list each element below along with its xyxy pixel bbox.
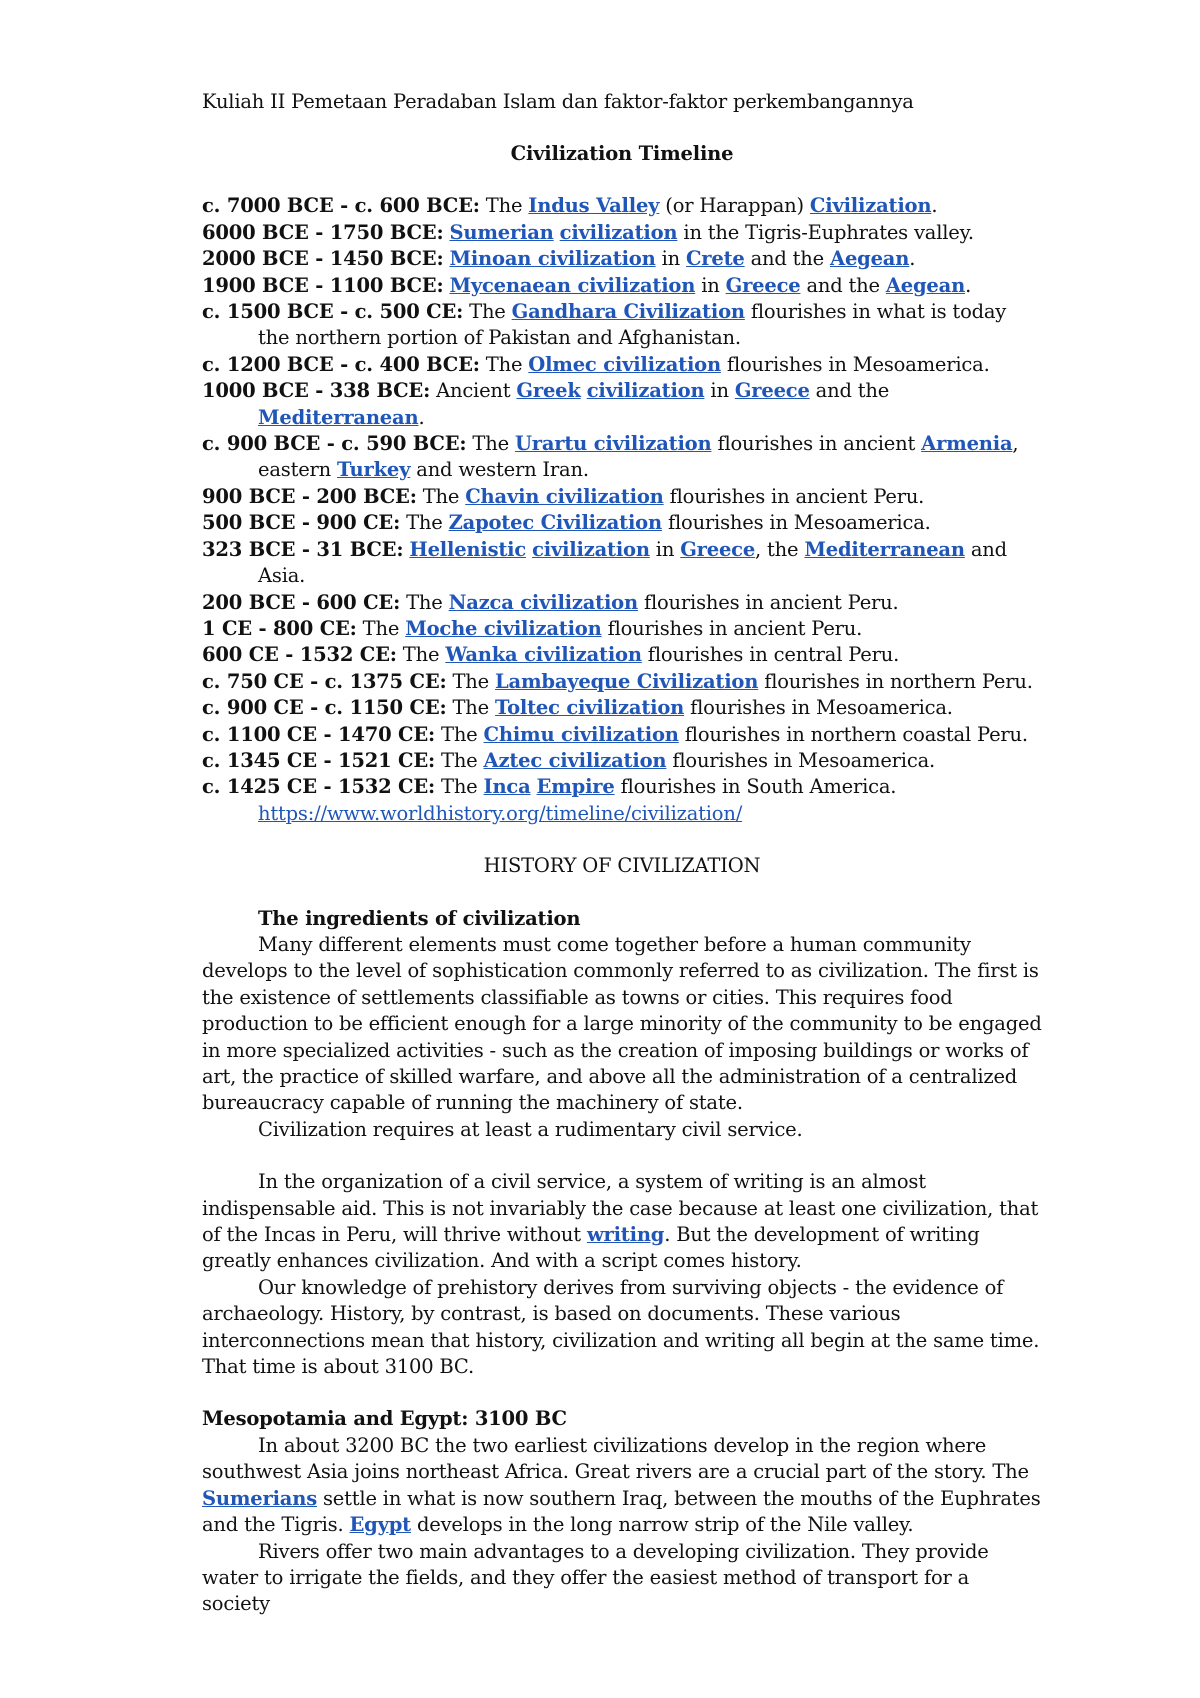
hyperlink[interactable]: Aegean	[885, 273, 966, 297]
hyperlink[interactable]: Toltec civilization	[495, 696, 685, 720]
mesopotamia-paragraph-1	[202, 1433, 1042, 1539]
mesopotamia-paragraph-2: Rivers offer two main advantages to a developing civilization. They provide water to irrigate the fields, and they offer the easiest method of transport for a society	[202, 1539, 989, 1616]
ingredients-paragraph-2: Civilization requires at least a rudimentary civil service.	[258, 1117, 803, 1141]
text-run: flourishes in what is today the northern portion of Pakistan and Afghanistan.	[258, 300, 1007, 350]
text-run: settle in what is now southern Iraq, between the mouths of the Euphrates and the Tigris.	[202, 1486, 1041, 1537]
timeline-list	[202, 193, 1042, 800]
text-run: flourishes in Mesoamerica.	[661, 511, 931, 535]
hyperlink[interactable]: civilization	[586, 379, 705, 403]
timeline-entry	[202, 722, 1042, 748]
timeline-entry	[202, 484, 1042, 510]
text-run: and western Iran.	[410, 458, 589, 482]
entry-date-range: c. 750 CE - c. 1375 CE:	[202, 669, 447, 693]
text-run: The	[356, 616, 406, 640]
hyperlink[interactable]: Mediterranean	[804, 537, 965, 561]
text-run: The	[466, 432, 515, 456]
entry-date-range: 1900 BCE - 1100 BCE:	[202, 273, 444, 297]
text-run: .	[909, 247, 916, 271]
text-run: The	[479, 194, 529, 218]
hyperlink[interactable]: Nazca civilization	[448, 590, 638, 614]
hyperlink[interactable]: Inca	[483, 775, 531, 799]
hyperlink[interactable]: Greek	[516, 379, 581, 403]
timeline-entry	[202, 352, 1042, 378]
timeline-entry	[202, 669, 1042, 695]
text-run: The	[479, 352, 529, 376]
text-run: and the	[800, 273, 886, 297]
text-run: develops in the long narrow strip of the Nile valley.	[410, 1513, 914, 1537]
timeline-entry	[202, 774, 1042, 800]
hyperlink[interactable]: Aztec civilization	[483, 748, 667, 772]
ingredients-paragraph-1: Many different elements must come together before a human community develops to the level of sophistication commonly referred to as civilization. The first is the existence of settlements classifiable as towns or cities. This requires food production to be efficient enough for a large minority of the community to be engaged in more specialized activities - such as the creation of imposing buildings or works of art, the practice of skilled warfare, and above all the administration of a centralized bureaucracy capable of running the machinery of state.	[202, 932, 1042, 1115]
text-run: The	[435, 748, 484, 772]
writing-paragraph-1	[202, 1169, 1042, 1275]
text-run: flourishes in central Peru.	[641, 643, 900, 667]
history-title: HISTORY OF CIVILIZATION	[483, 854, 761, 878]
text-run: flourishes in Mesoamerica.	[666, 748, 935, 772]
spacer	[202, 1380, 1042, 1406]
entry-date-range: 1 CE - 800 CE:	[202, 616, 357, 640]
text-run: The	[435, 775, 484, 799]
writing-paragraph-2: Our knowledge of prehistory derives from surviving objects - the evidence of archaeology. History, by contrast, is based on documents. These various interconnections mean that history, civilization and writing all begin at the same time. That time is about 3100 BC.	[202, 1275, 1040, 1379]
hyperlink[interactable]: Moche civilization	[405, 616, 602, 640]
entry-date-range: c. 7000 BCE - c. 600 BCE:	[202, 194, 480, 218]
hyperlink[interactable]: Mycenaean civilization	[449, 273, 696, 297]
text-run: The	[446, 669, 496, 693]
hyperlink[interactable]: Turkey	[337, 458, 411, 482]
text-run: The	[463, 300, 512, 324]
timeline-entry	[202, 378, 1042, 431]
entry-date-range: c. 900 BCE - c. 590 BCE:	[202, 432, 467, 456]
text-run: The	[446, 696, 496, 720]
hyperlink[interactable]: civilization	[559, 220, 678, 244]
text-run: (or Harappan)	[659, 194, 810, 218]
hyperlink[interactable]: Sumerian	[449, 220, 554, 244]
hyperlink[interactable]: Zapotec Civilization	[448, 511, 662, 535]
hyperlink[interactable]: Greece	[725, 273, 801, 297]
entry-date-range: 323 BCE - 31 BCE:	[202, 537, 404, 561]
text-run: flourishes in Mesoamerica.	[720, 352, 990, 376]
document-header: Kuliah II Pemetaan Peradaban Islam dan faktor-faktor perkembangannya	[202, 90, 914, 113]
hyperlink[interactable]: Greece	[734, 379, 810, 403]
source-url-line	[202, 801, 1042, 827]
text-run: in	[695, 273, 726, 297]
hyperlink[interactable]: Hellenistic	[409, 537, 527, 561]
text-run: , the	[755, 537, 805, 561]
text-run: and Asia.	[258, 537, 1007, 588]
text-run: In the organization of a civil service, a system of writing is an almost indispensable aid. This is not invariably the case because at least one civilization, that of the Incas in Peru, will thrive without	[202, 1170, 1039, 1247]
timeline-entry	[202, 273, 1042, 299]
hyperlink[interactable]: Gandhara Civilization	[511, 300, 745, 324]
text-run: in	[655, 247, 686, 271]
document-body	[202, 89, 1042, 1618]
timeline-entry	[202, 748, 1042, 774]
text-run: flourishes in South America.	[614, 775, 897, 799]
timeline-entry	[202, 537, 1042, 590]
source-url-link[interactable]: https://www.worldhistory.org/timeline/civilization/	[258, 801, 743, 825]
text-run: The	[435, 722, 484, 746]
entry-date-range: 600 CE - 1532 CE:	[202, 643, 397, 667]
timeline-title: Civilization Timeline	[510, 142, 734, 165]
hyperlink[interactable]: Minoan civilization	[449, 247, 656, 271]
entry-date-range: 500 BCE - 900 CE:	[202, 511, 401, 535]
text-run: in the Tigris-Euphrates valley.	[677, 220, 974, 244]
text-run: . But the development of writing greatly enhances civilization. And with a script comes history.	[202, 1223, 980, 1273]
text-run: .	[418, 405, 425, 429]
hyperlink[interactable]: Aegean	[830, 247, 910, 271]
entry-date-range: c. 1100 CE - 1470 CE:	[202, 722, 436, 746]
timeline-entry	[202, 220, 1042, 246]
text-run: flourishes in ancient Peru.	[637, 590, 899, 614]
text-run: flourishes in ancient	[711, 432, 922, 456]
text-run: in	[649, 537, 681, 561]
timeline-entry	[202, 299, 1042, 352]
timeline-entry	[202, 642, 1042, 668]
timeline-entry	[202, 193, 1042, 219]
ingredients-heading: The ingredients of civilization	[258, 906, 581, 930]
entry-date-range: 2000 BCE - 1450 BCE:	[202, 247, 444, 271]
hyperlink[interactable]: Crete	[685, 247, 745, 271]
hyperlink[interactable]: civilization	[532, 537, 650, 561]
mesopotamia-heading: Mesopotamia and Egypt: 3100 BC	[202, 1407, 567, 1431]
hyperlink[interactable]: writing	[586, 1223, 665, 1247]
timeline-entry	[202, 246, 1042, 272]
entry-date-range: c. 1345 CE - 1521 CE:	[202, 748, 436, 772]
text-run: in	[704, 379, 735, 403]
hyperlink[interactable]: Armenia	[921, 432, 1013, 456]
hyperlink[interactable]: Chavin civilization	[465, 484, 664, 508]
text-run: flourishes in northern coastal Peru.	[678, 722, 1028, 746]
text-run: , eastern	[258, 432, 1019, 482]
hyperlink[interactable]: Empire	[536, 775, 615, 799]
hyperlink[interactable]: Indus Valley	[528, 194, 660, 218]
text-run: The	[396, 643, 446, 667]
hyperlink[interactable]: Mediterranean	[258, 405, 419, 429]
timeline-entry	[202, 590, 1042, 616]
entry-date-range: 1000 BCE - 338 BCE:	[202, 379, 431, 403]
entry-date-range: c. 1200 BCE - c. 400 BCE:	[202, 352, 480, 376]
hyperlink[interactable]: Lambayeque Civilization	[495, 669, 759, 693]
text-run: flourishes in Mesoamerica.	[684, 696, 953, 720]
text-run: Ancient	[430, 379, 517, 403]
timeline-entry	[202, 616, 1042, 642]
text-run: .	[931, 194, 938, 218]
hyperlink[interactable]: Civilization	[809, 194, 932, 218]
text-run: and the	[744, 247, 831, 271]
hyperlink[interactable]: Chimu civilization	[483, 722, 679, 746]
text-run: flourishes in ancient Peru.	[601, 616, 863, 640]
hyperlink[interactable]: Wanka civilization	[445, 643, 642, 667]
text-run: The	[400, 511, 449, 535]
hyperlink[interactable]: Sumerians	[202, 1486, 317, 1510]
entry-date-range: 200 BCE - 600 CE:	[202, 590, 401, 614]
text-run: .	[965, 273, 972, 297]
entry-date-range: c. 900 CE - c. 1150 CE:	[202, 696, 447, 720]
text-run: and the	[809, 379, 890, 403]
entry-date-range: c. 1425 CE - 1532 CE:	[202, 775, 436, 799]
timeline-entry	[202, 510, 1042, 536]
hyperlink[interactable]: Egypt	[349, 1513, 411, 1537]
entry-date-range: 6000 BCE - 1750 BCE:	[202, 220, 444, 244]
timeline-entry	[202, 431, 1042, 484]
hyperlink[interactable]: Greece	[680, 537, 756, 561]
entry-date-range: c. 1500 BCE - c. 500 CE:	[202, 300, 464, 324]
entry-date-range: 900 BCE - 200 BCE:	[202, 484, 417, 508]
hyperlink[interactable]: Urartu civilization	[514, 432, 712, 456]
text-run: In about 3200 BC the two earliest civilizations develop in the region where southwest Asia joins northeast Africa. Great rivers are a crucial part of the story. The	[202, 1433, 1029, 1484]
spacer	[202, 1143, 1042, 1169]
text-run: flourishes in northern Peru.	[758, 669, 1033, 693]
text-run: flourishes in ancient Peru.	[663, 484, 925, 508]
text-run: The	[416, 484, 466, 508]
timeline-entry	[202, 695, 1042, 721]
text-run: The	[400, 590, 449, 614]
hyperlink[interactable]: Olmec civilization	[528, 352, 721, 376]
